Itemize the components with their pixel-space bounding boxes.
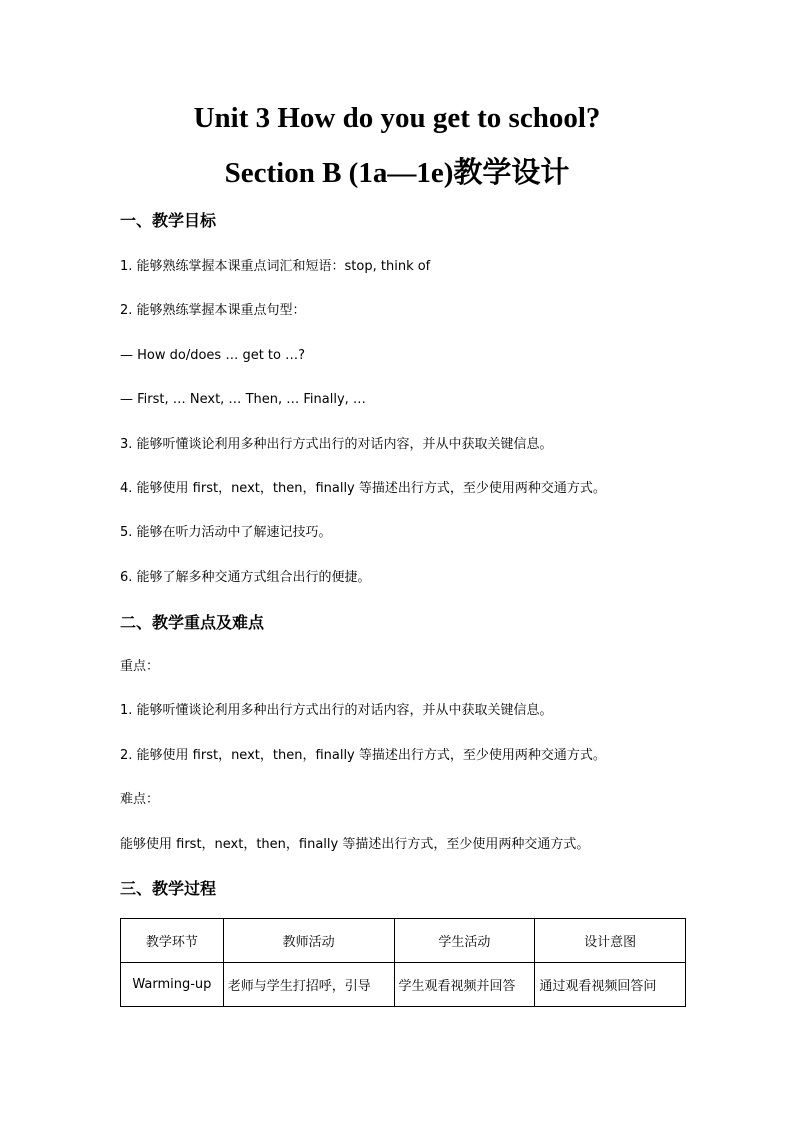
difficult-points-label: 难点： — [120, 792, 160, 807]
section-heading-key-points: 二、教学重点及难点 — [120, 613, 265, 632]
objective-item: 4. 能够使用 first，next，then，finally 等描述出行方式，至少使用两种交通方式。 — [120, 481, 606, 496]
section-heading-process: 三、教学过程 — [120, 879, 217, 898]
objective-item: 2. 能够熟练掌握本课重点句型： — [120, 303, 306, 318]
difficult-point-text: 能够使用 first，next，then，finally 等描述出行方式，至少使用两种交通方式。 — [120, 837, 590, 852]
table-header-cell: 学生活动 — [394, 919, 535, 963]
key-points-label: 重点： — [120, 659, 160, 674]
objective-item: — First, … Next, … Then, … Finally, … — [120, 392, 366, 407]
table-row — [121, 963, 686, 1007]
table-cell: Warming-up — [121, 963, 224, 1007]
key-point-item: 1. 能够听懂谈论利用多种出行方式出行的对话内容，并从中获取关键信息。 — [120, 703, 553, 718]
table-cell: 学生观看视频并回答 — [394, 963, 535, 1007]
table-cell: 通过观看视频回答问 — [535, 963, 686, 1007]
objective-item: — How do/does … get to …? — [120, 348, 306, 363]
document-subtitle: Section B (1a—1e)教学设计 — [224, 157, 570, 189]
objective-item: 1. 能够熟练掌握本课重点词汇和短语：stop, think of — [120, 259, 431, 274]
table-header-row — [121, 919, 686, 963]
table-header-cell: 设计意图 — [535, 919, 686, 963]
table-header-cell: 教学环节 — [121, 919, 224, 963]
key-point-item: 2. 能够使用 first，next，then，finally 等描述出行方式，至少使用两种交通方式。 — [120, 748, 606, 763]
table-cell: 老师与学生打招呼，引导 — [223, 963, 394, 1007]
objective-item: 5. 能够在听力活动中了解速记技巧。 — [120, 525, 332, 540]
table-header-cell: 教师活动 — [223, 919, 394, 963]
teaching-process-table — [120, 918, 686, 1007]
objective-item: 6. 能够了解多种交通方式组合出行的便捷。 — [120, 570, 371, 585]
document-title: Unit 3 How do you get to school? — [193, 102, 601, 134]
section-heading-objectives: 一、教学目标 — [120, 211, 217, 230]
objective-item: 3. 能够听懂谈论利用多种出行方式出行的对话内容，并从中获取关键信息。 — [120, 437, 553, 452]
